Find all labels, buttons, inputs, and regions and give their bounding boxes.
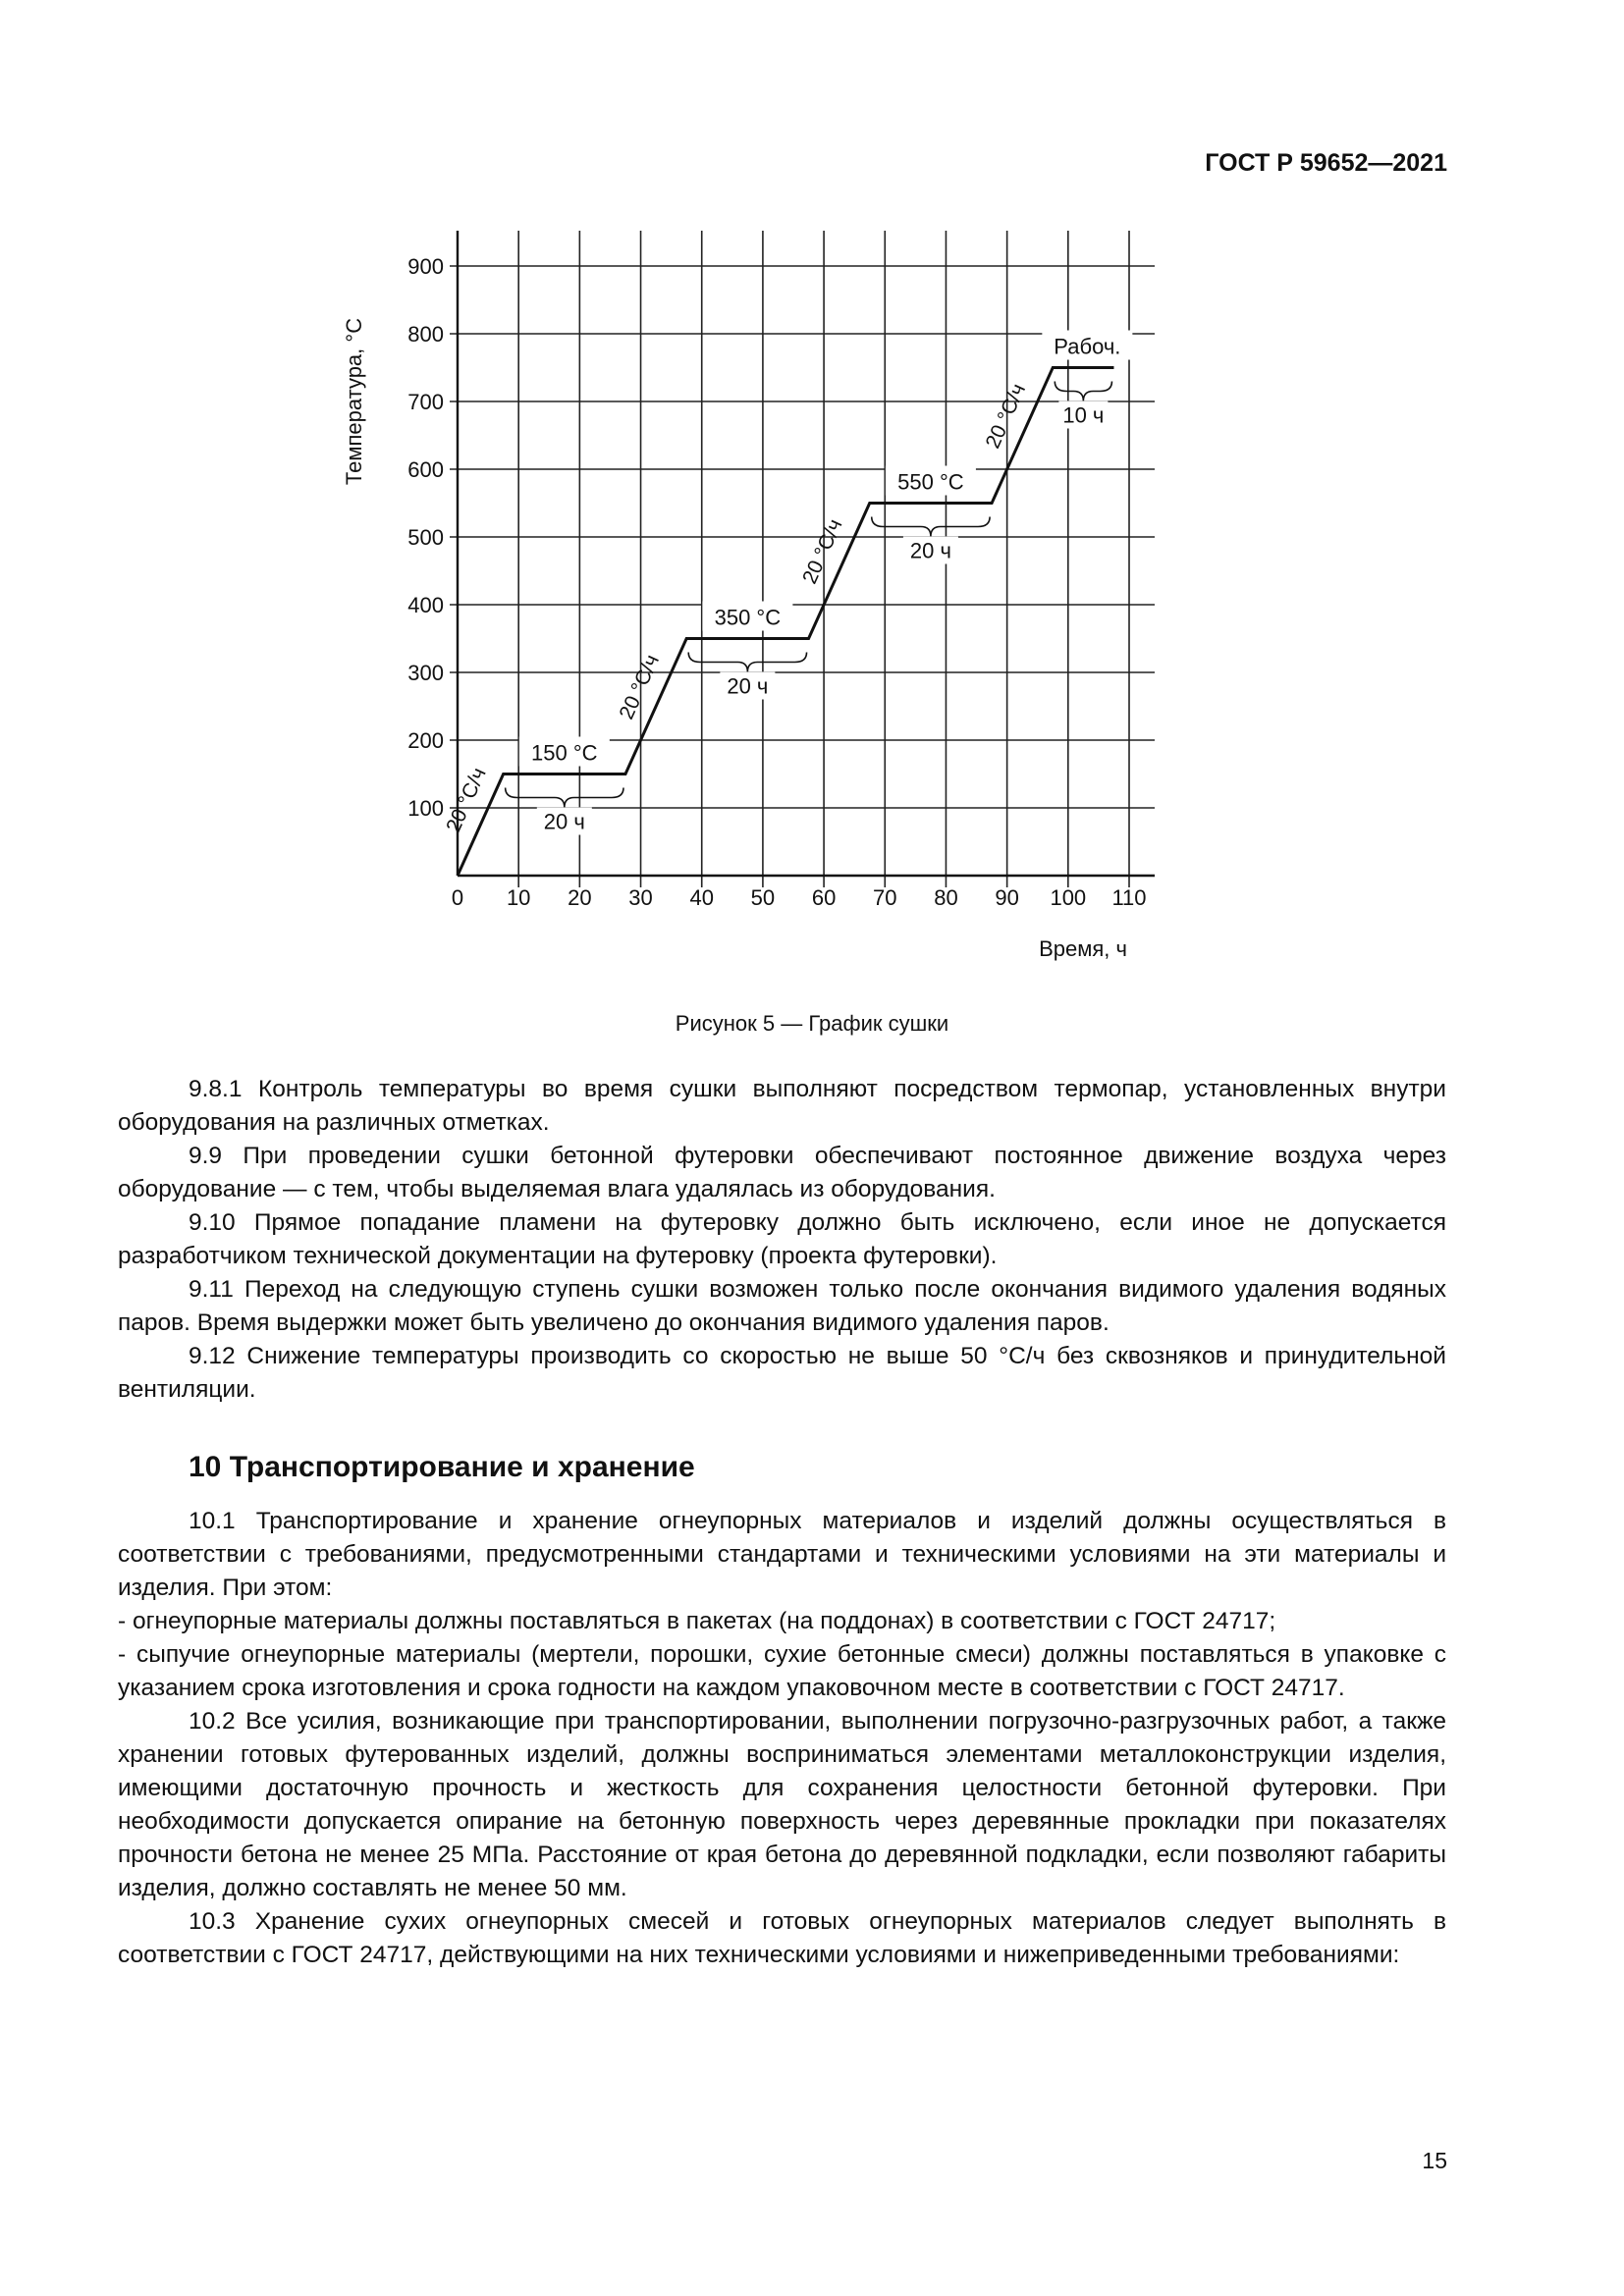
paragraph-9-11: 9.11 Переход на следующую ступень сушки возможен только после окончания видимого удаления водяных паров. Время выдержки может быть увеличено до окончания видимого удаления паров. [118,1276,1446,1336]
list-item: - огнеупорные материалы должны поставляться в пакетах (на поддонах) в соответствии с ГОСТ 24717; [118,1608,1276,1634]
plateau-temp-label: 150 °С [531,740,598,766]
plateau-temp-label: 550 °С [897,469,964,495]
duration-brace [506,788,623,808]
x-tick-label: 10 [506,885,531,910]
y-tick-label: 900 [407,254,444,279]
paragraph-9-9: 9.9 При проведении сушки бетонной футеровки обеспечивают постоянное движение воздуха через оборудование — с тем, чтобы выделяемая влага удалялась из оборудования. [118,1143,1446,1202]
x-tick-label: 80 [934,885,958,910]
x-tick-label: 30 [628,885,653,910]
duration-label: 20 ч [543,809,585,834]
y-tick-label: 500 [407,525,444,550]
figure-caption: Рисунок 5 — График сушки [675,1011,949,1036]
standard-code: ГОСТ Р 59652—2021 [1205,149,1447,177]
y-tick-label: 700 [407,390,444,414]
y-tick-label: 800 [407,322,444,347]
chart-axes [458,231,1155,876]
x-tick-label: 90 [995,885,1019,910]
x-tick-label: 60 [811,885,837,910]
plateau-temp-label: Рабоч. [1054,334,1121,359]
duration-brace [872,517,990,537]
y-axis-title: Температура, °С [342,317,366,486]
duration-label: 20 ч [909,538,951,563]
rate-label: 20 °С/ч [442,764,491,836]
x-tick-label: 20 [568,885,592,910]
paragraph-9-10: 9.10 Прямое попадание пламени на футеровку должно быть исключено, если иное не допускается разработчиком технической документации на футеровку (проекта футеровки). [118,1209,1446,1269]
y-tick-label: 600 [407,457,444,482]
section-heading: 10 Транспортирование и хранение [189,1451,695,1483]
rate-label: 20 °С/ч [615,651,665,723]
y-tick-label: 400 [407,593,444,617]
duration-label: 10 ч [1062,402,1105,428]
x-tick-label: 50 [750,885,776,910]
drying-schedule-chart [324,226,1267,991]
paragraph-10-3: 10.3 Хранение сухих огнеупорных смесей и готовых огнеупорных материалов следует выполнять в соответствии с ГОСТ 24717, действующими на них техническими условиями и нижеприведенными требованиями: [118,1908,1446,1968]
paragraph-9-12: 9.12 Снижение температуры производить со скоростью не выше 50 °С/ч без сквозняков и принудительной вентиляции. [118,1343,1446,1403]
page-number: 15 [1422,2148,1447,2173]
chart-labels [342,254,1147,961]
plateau-temp-label: 350 °С [714,605,782,630]
chart-grid [450,231,1155,887]
paragraph-10-2: 10.2 Все усилия, возникающие при транспортировании, выполнении погрузочно-разгрузочных работ, а также хранении готовых футерованных изделий, должны восприниматься элементами металлоконструкции изделия, имеющими достаточную прочность и жесткость для сохранения целостности бетонной футеровки. При необходимости допускается опирание на бетонную поверхность через деревянные прокладки при показателях прочности бетона не менее 25 МПа. Расстояние от края бетона до деревянной подкладки, если позволяют габариты изделия, должно составлять не менее 50 мм. [118,1708,1446,1901]
duration-brace [1055,382,1111,401]
y-tick-label: 300 [407,661,444,685]
y-tick-label: 100 [407,796,444,821]
x-tick-label: 100 [1050,885,1087,910]
text-block-transport [118,1505,1446,1972]
x-tick-label: 70 [873,885,897,910]
x-axis-title: Время, ч [1039,936,1127,961]
duration-brace [688,653,806,672]
x-tick-label: 40 [689,885,714,910]
rate-label: 20 °С/ч [981,380,1031,453]
duration-label: 20 ч [727,673,769,699]
y-tick-label: 200 [407,728,444,753]
paragraph-9-8-1: 9.8.1 Контроль температуры во время сушки выполняют посредством термопар, установленных внутри оборудования на различных отметках. [118,1076,1446,1136]
x-tick-label: 0 [451,885,464,910]
text-block-drying [118,1073,1446,1407]
paragraph-10-1: 10.1 Транспортирование и хранение огнеупорных материалов и изделий должны осуществляться в соответствии с требованиями, предусмотренными стандартами и техническими условиями на эти материалы и изделия. При этом: [118,1508,1446,1601]
x-tick-label: 110 [1111,885,1147,910]
list-item: - сыпучие огнеупорные материалы (мертели, порошки, сухие бетонные смеси) должны поставляться в упаковке с указанием срока изготовления и срока годности на каждом упаковочном месте в соответствии с ГОСТ 24717. [118,1641,1446,1701]
rate-label: 20 °С/ч [798,515,847,588]
